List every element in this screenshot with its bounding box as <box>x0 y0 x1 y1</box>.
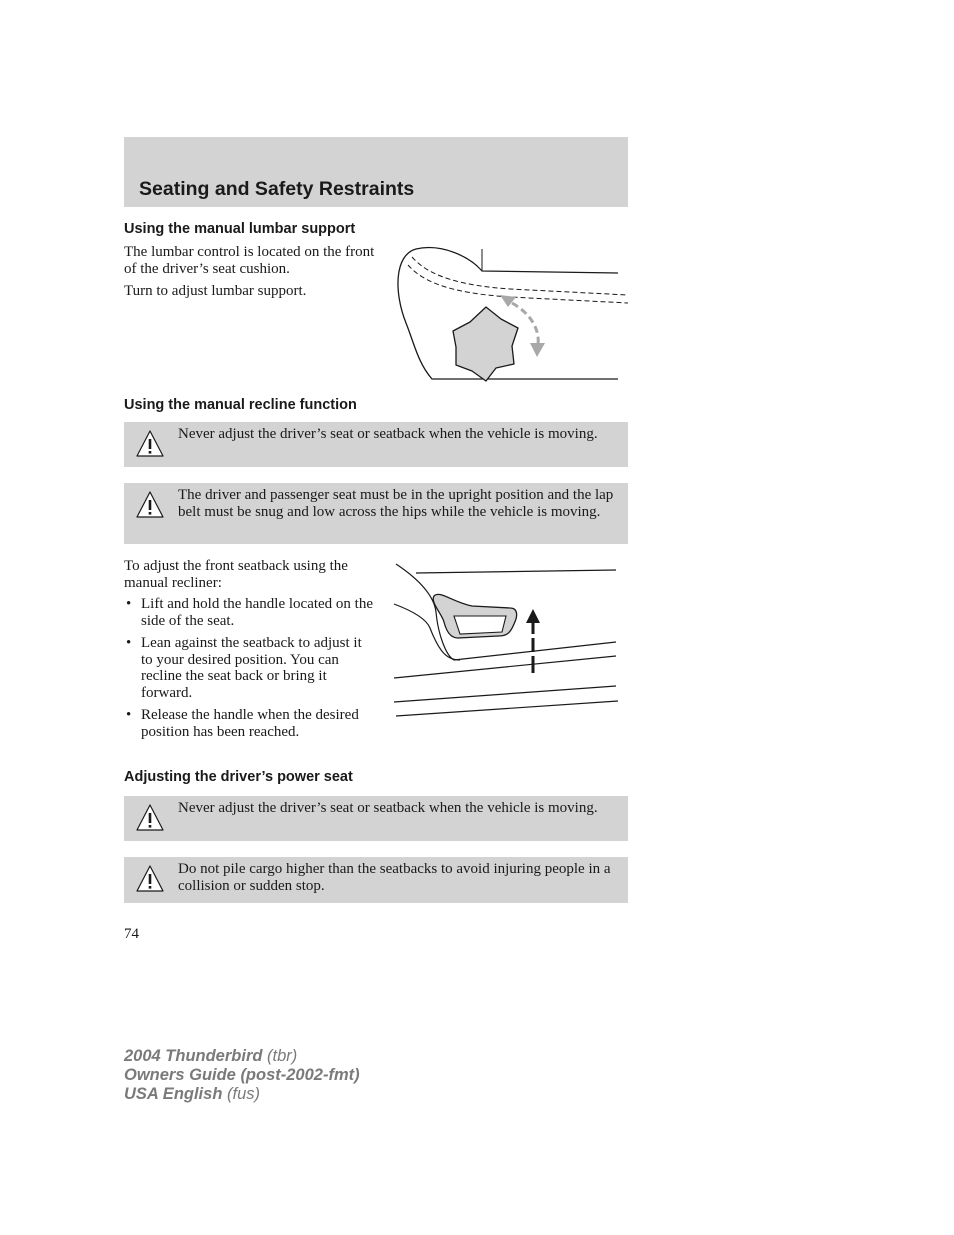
warning-text: The driver and passenger seat must be in the upright position and the lap belt must be snug and low across the hips while the vehicle is moving. <box>178 487 614 520</box>
page-number: 74 <box>124 926 139 942</box>
warning-box-power-1 <box>124 796 628 841</box>
warning-box-recline-1 <box>124 422 628 467</box>
recline-steps-list <box>124 596 374 746</box>
power-seat-heading: Adjusting the driver’s power seat <box>124 769 353 785</box>
section-title: Seating and Safety Restraints <box>139 178 415 200</box>
list-item: • Lift and hold the handle located on the side of the seat. <box>126 596 374 629</box>
recline-heading: Using the manual recline function <box>124 397 357 413</box>
list-item: • Release the handle when the desired position has been reached. <box>126 707 359 740</box>
warning-text: Never adjust the driver’s seat or seatback when the vehicle is moving. <box>178 800 598 816</box>
warning-box-power-2 <box>124 857 628 903</box>
recliner-handle-illustration <box>390 560 625 720</box>
warning-text: Never adjust the driver’s seat or seatback when the vehicle is moving. <box>178 426 598 442</box>
warning-triangle-icon <box>135 429 165 459</box>
list-item: • Lean against the seatback to adjust it to your desired position. You can recline the seat back or bring it forward. <box>126 635 362 701</box>
warning-text: Do not pile cargo higher than the seatbacks to avoid injuring people in a collision or sudden stop. <box>178 861 611 894</box>
document-footer <box>124 1047 360 1104</box>
section-header-band <box>124 137 628 207</box>
warning-box-recline-2 <box>124 483 628 544</box>
footer-line-2: Owners Guide (post-2002-fmt) <box>124 1066 360 1084</box>
footer-line-3: USA English (fus) <box>124 1085 260 1103</box>
lumbar-knob-illustration <box>390 243 630 385</box>
warning-triangle-icon <box>135 490 165 520</box>
recline-intro: To adjust the front seatback using the manual recliner: <box>124 558 348 591</box>
lumbar-paragraph-1: The lumbar control is located on the front of the driver’s seat cushion. <box>124 244 375 277</box>
footer-line-1: 2004 Thunderbird (tbr) <box>124 1047 298 1065</box>
lumbar-heading: Using the manual lumbar support <box>124 221 356 237</box>
lumbar-paragraph-2: Turn to adjust lumbar support. <box>124 283 307 299</box>
warning-triangle-icon <box>135 864 165 894</box>
warning-triangle-icon <box>135 803 165 833</box>
